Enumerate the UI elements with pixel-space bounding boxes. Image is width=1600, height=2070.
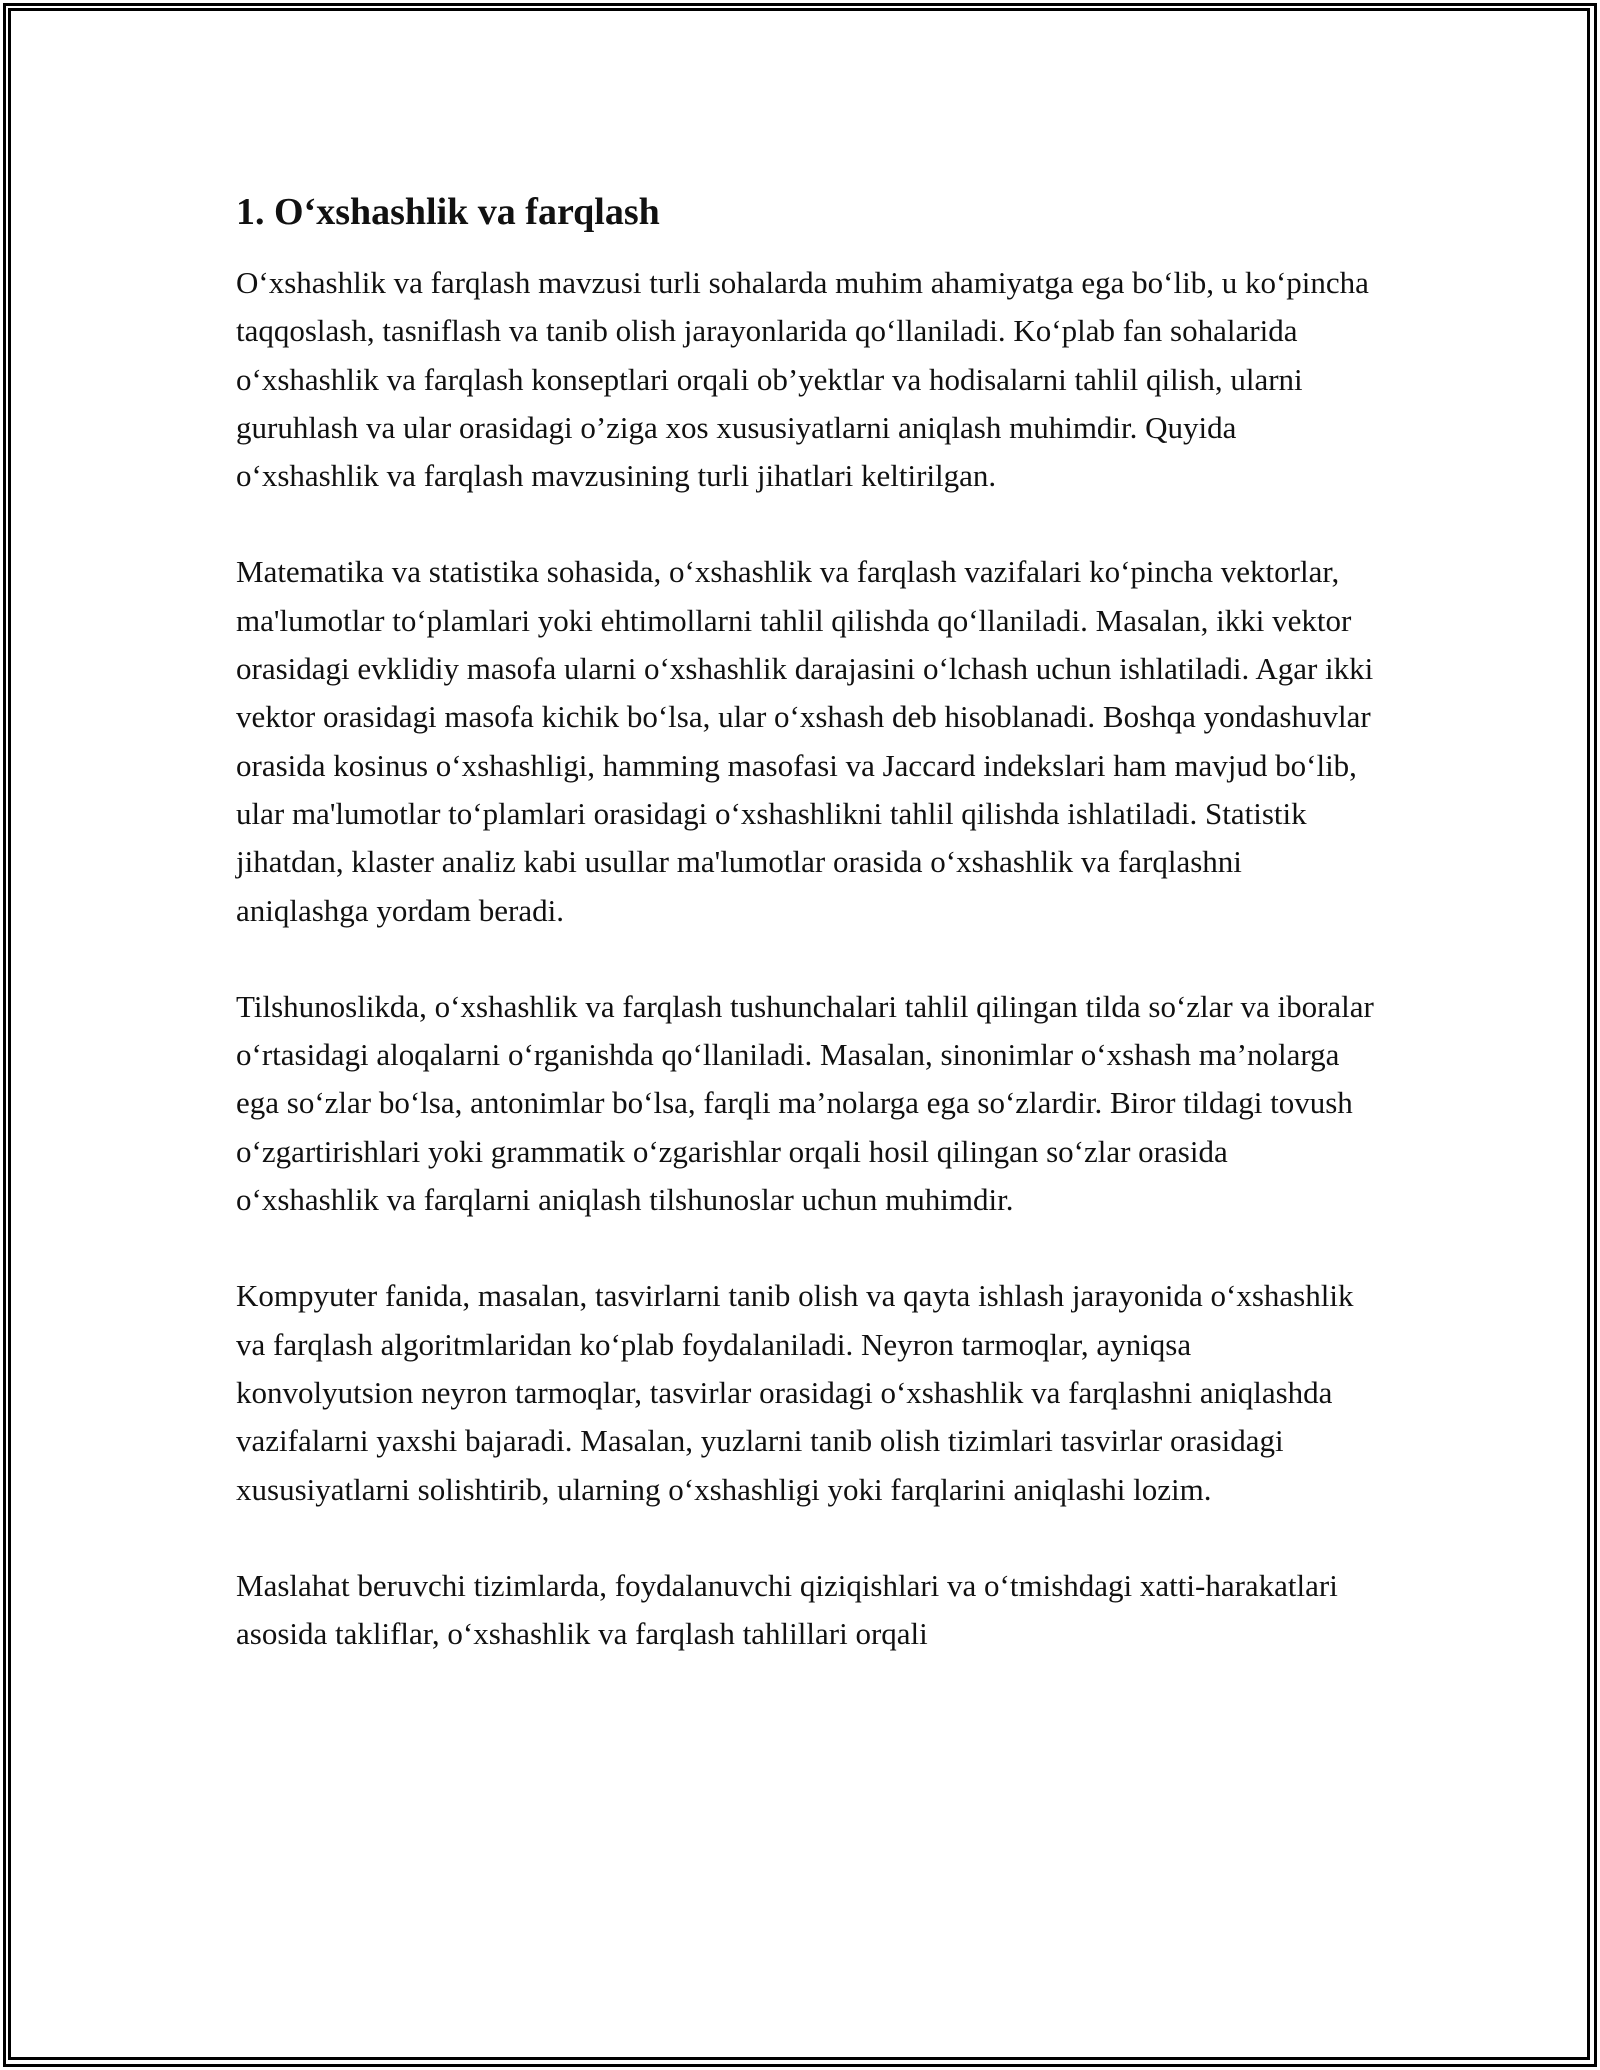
paragraph-intro: O‘xshashlik va farqlash mavzusi turli sohalarda muhim ahamiyatga ega bo‘lib, u ko‘pincha taqqoslash, tasniflash va tanib olish jarayonlarida qo‘llaniladi. Ko‘plab fan sohalarida o‘xshashlik va farqlash konseptlari orqali ob’yektlar va hodisalarni tahlil qilish, ularni guruhlash va ular orasidagi o’ziga xos xususiyatlarni aniqlash muhimdir. Quyida o‘xshashlik va farqlash mavzusining turli jihatlari keltirilgan.	[236, 265, 1369, 494]
paragraph-linguistics: Tilshunoslikda, o‘xshashlik va farqlash tushunchalari tahlil qilingan tilda so‘zlar va iboralar o‘rtasidagi aloqalarni o‘rganishda qo‘llaniladi. Masalan, sinonimlar o‘xshash ma’nolarga ega so‘zlar bo‘lsa, antonimlar bo‘lsa, farqli ma’nolarga ega so‘zlardir. Biror tildagi tovush o‘zgartirishlari yoki grammatik o‘zgarishlar orqali hosil qilingan so‘zlar orasida o‘xshashlik va farqlarni aniqlash tilshunoslar uchun muhimdir.	[236, 988, 1374, 1218]
document-body	[236, 187, 1376, 1706]
paragraph-mathematics: Matematika va statistika sohasida, o‘xshashlik va farqlash vazifalari ko‘pincha vektorlar, ma'lumotlar to‘plamlari yoki ehtimollarni tahlil qilishda qo‘llaniladi. Masalan, ikki vektor orasidagi evklidiy masofa ularni o‘xshashlik darajasini o‘lchash uchun ishlatiladi. Agar ikki vektor orasidagi masofa kichik bo‘lsa, ular o‘xshash deb hisoblanadi. Boshqa yondashuvlar orasida kosinus o‘xshashligi, hamming masofasi va Jaccard indekslari ham mavjud bo‘lib, ular ma'lumotlar to‘plamlari orasidagi o‘xshashlikni tahlil qilishda ishlatiladi. Statistik jihatdan, klaster analiz kabi usullar ma'lumotlar orasida o‘xshashlik va farqlashni aniqlashga yordam beradi.	[236, 554, 1374, 928]
paragraph-computer-science: Kompyuter fanida, masalan, tasvirlarni tanib olish va qayta ishlash jarayonida o‘xshashlik va farqlash algoritmlaridan ko‘plab foydalaniladi. Neyron tarmoqlar, ayniqsa konvolyutsion neyron tarmoqlar, tasvirlar orasidagi o‘xshashlik va farqlashni aniqlashda vazifalarni yaxshi bajaradi. Masalan, yuzlarni tanib olish tizimlari tasvirlar orasidagi xususiyatlarni solishtirib, ularning o‘xshashligi yoki farqlarini aniqlashi lozim.	[236, 1278, 1354, 1507]
section-heading: 1. O‘xshashlik va farqlash	[236, 191, 660, 233]
paragraph-recommender-systems: Maslahat beruvchi tizimlarda, foydalanuvchi qiziqishlari va o‘tmishdagi xatti-harakatlari asosida takliflar, o‘xshashlik va farqlash tahlillari orqali	[236, 1567, 1338, 1652]
